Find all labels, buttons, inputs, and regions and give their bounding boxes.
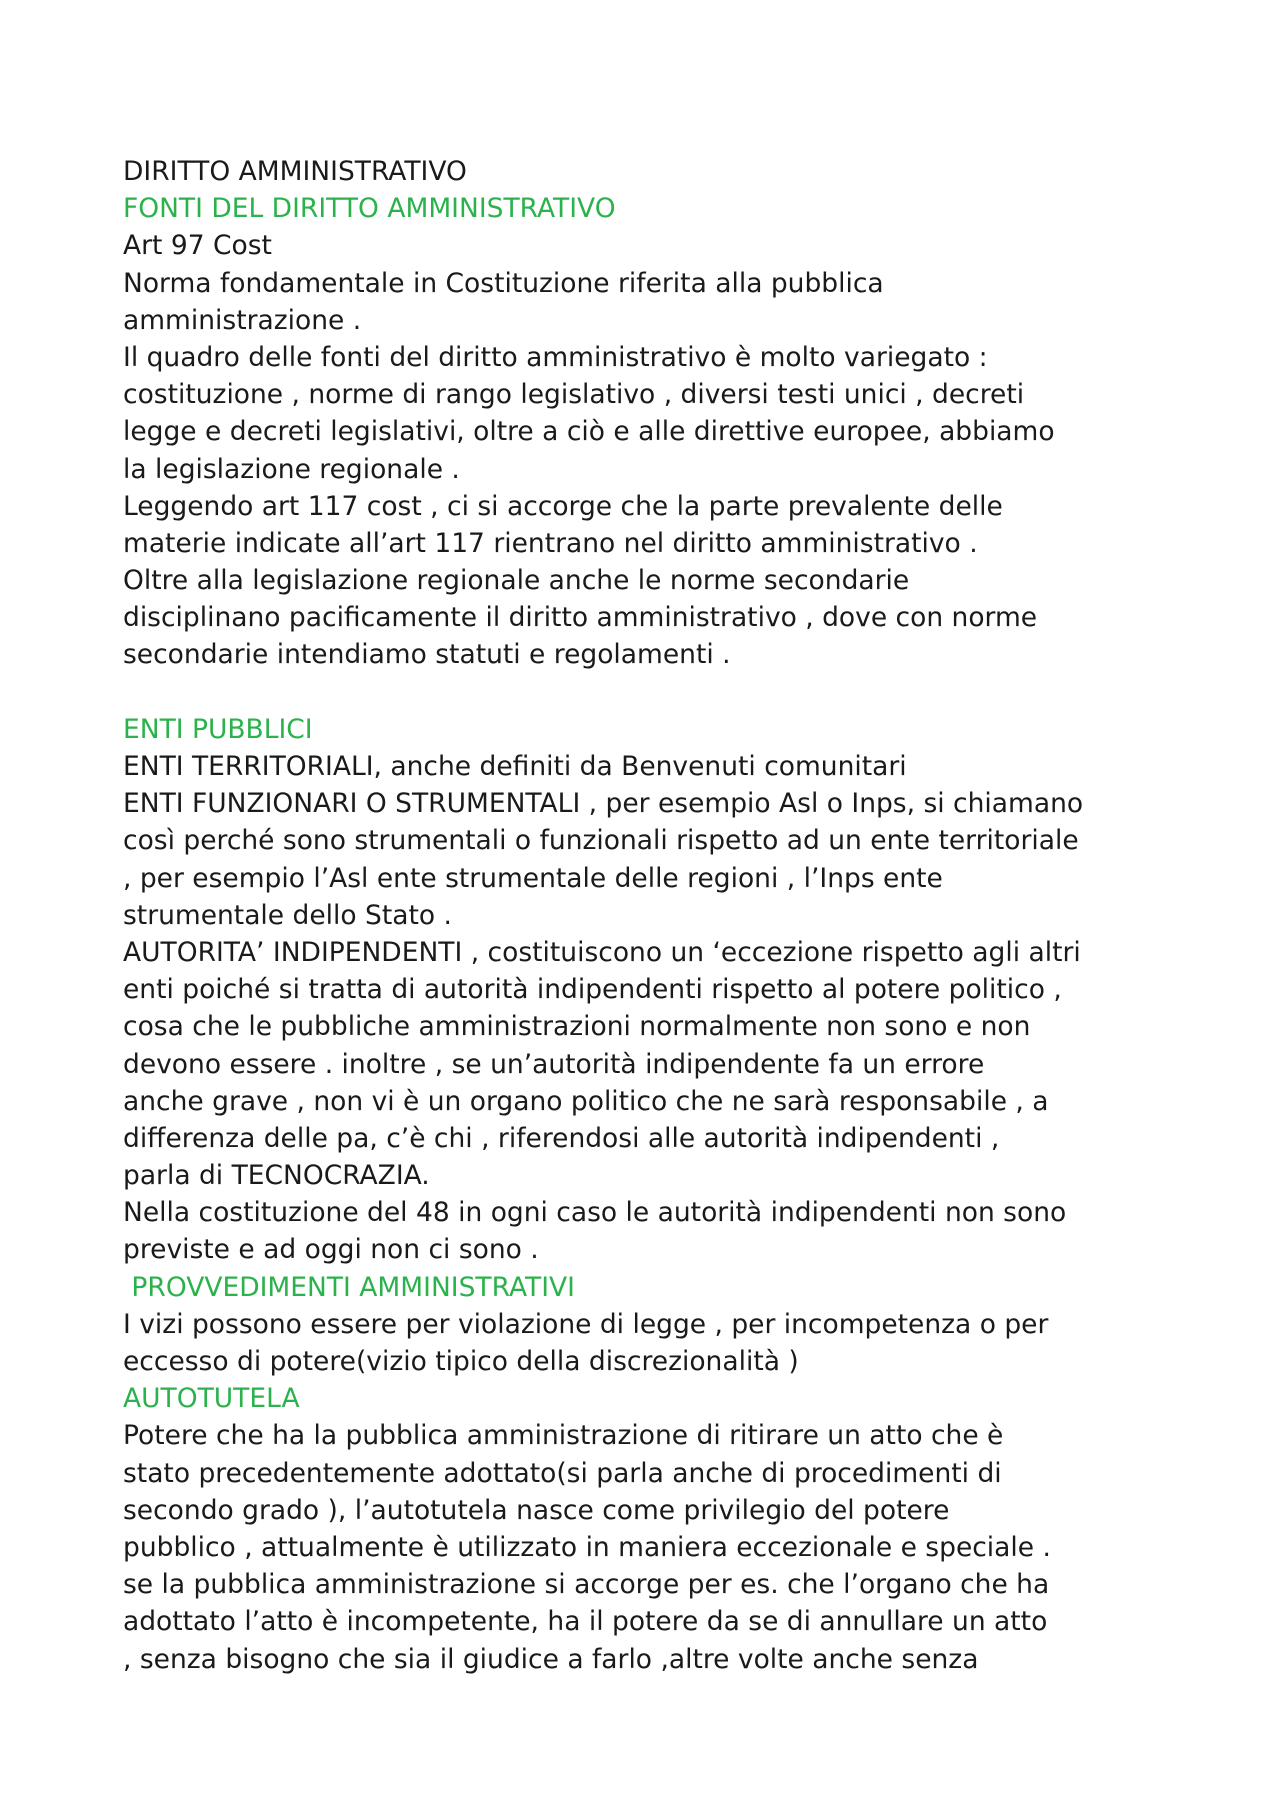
text-line: I vizi possono essere per violazione di legge , per incompetenza o per: [123, 1308, 1049, 1340]
text-line: AUTORITA’ INDIPENDENTI , costituiscono un ‘eccezione rispetto agli altri: [123, 936, 1081, 968]
text-line: , per esempio l’Asl ente strumentale delle regioni , l’Inps ente: [123, 862, 943, 894]
text-line: costituzione , norme di rango legislativo , diversi testi unici , decreti: [123, 379, 1025, 411]
text-line: disciplinano pacificamente il diritto amministrativo , dove con norme: [123, 602, 1038, 634]
section-heading: PROVVEDIMENTI AMMINISTRATIVI: [123, 1271, 575, 1303]
blank-line: [123, 674, 1183, 711]
text-line: Norma fondamentale in Costituzione riferita alla pubblica: [123, 267, 884, 299]
text-line: , senza bisogno che sia il giudice a farlo ,altre volte anche senza: [123, 1643, 979, 1675]
text-line: secondarie intendiamo statuti e regolamenti .: [123, 639, 731, 671]
text-line: eccesso di potere(vizio tipico della discrezionalità ): [123, 1346, 799, 1377]
text-line: anche grave , non vi è un organo politico che ne sarà responsabile , a: [123, 1085, 1049, 1117]
text-line: ENTI FUNZIONARI O STRUMENTALI , per esempio Asl o Inps, si chiamano: [123, 788, 1084, 820]
text-line: amministrazione .: [123, 304, 362, 336]
text-line: Oltre alla legislazione regionale anche le norme secondarie: [123, 565, 910, 597]
text-line: Nella costituzione del 48 in ogni caso le autorità indipendenti non sono: [123, 1197, 1067, 1229]
section-heading: FONTI DEL DIRITTO AMMINISTRATIVO: [123, 193, 616, 225]
section-heading: ENTI PUBBLICI: [123, 713, 313, 745]
text-line: DIRITTO AMMINISTRATIVO: [123, 156, 467, 187]
text-line: pubblico , attualmente è utilizzato in maniera eccezionale e speciale .: [123, 1531, 1051, 1563]
text-line: Leggendo art 117 cost , ci si accorge che la parte prevalente delle: [123, 490, 1003, 522]
text-line: materie indicate all’art 117 rientrano nel diritto amministrativo .: [123, 527, 978, 559]
text-line: devono essere . inoltre , se un’autorità indipendente fa un errore: [123, 1048, 985, 1080]
text-line: adottato l’atto è incompetente, ha il potere da se di annullare un atto: [123, 1606, 1048, 1638]
text-line: secondo grado ), l’autotutela nasce come privilegio del potere: [123, 1494, 950, 1526]
text-line: stato precedentemente adottato(si parla anche di procedimenti di: [123, 1457, 1002, 1489]
section-heading: AUTOTUTELA: [123, 1383, 300, 1415]
text-line: Art 97 Cost: [123, 230, 272, 262]
document-body: [123, 153, 1183, 1678]
text-line: enti poiché si tratta di autorità indipendenti rispetto al potere politico ,: [123, 974, 1062, 1006]
text-line: se la pubblica amministrazione si accorge per es. che l’organo che ha: [123, 1569, 1050, 1601]
text-line: strumentale dello Stato .: [123, 899, 452, 931]
text-line: ENTI TERRITORIALI, anche definiti da Benvenuti comunitari: [123, 751, 907, 782]
text-line: differenza delle pa, c’è chi , riferendosi alle autorità indipendenti ,: [123, 1122, 1000, 1154]
text-line: previste e ad oggi non ci sono .: [123, 1234, 539, 1266]
text-line: parla di TECNOCRAZIA.: [123, 1160, 430, 1192]
text-line: legge e decreti legislativi, oltre a ciò e alle direttive europee, abbiamo: [123, 416, 1055, 448]
text-line: la legislazione regionale .: [123, 453, 460, 485]
text-line: Potere che ha la pubblica amministrazione di ritirare un atto che è: [123, 1420, 1004, 1452]
text-line: Il quadro delle fonti del diritto amministrativo è molto variegato :: [123, 341, 988, 373]
text-line: così perché sono strumentali o funzionali rispetto ad un ente territoriale: [123, 825, 1079, 857]
text-line: cosa che le pubbliche amministrazioni normalmente non sono e non: [123, 1011, 1031, 1043]
